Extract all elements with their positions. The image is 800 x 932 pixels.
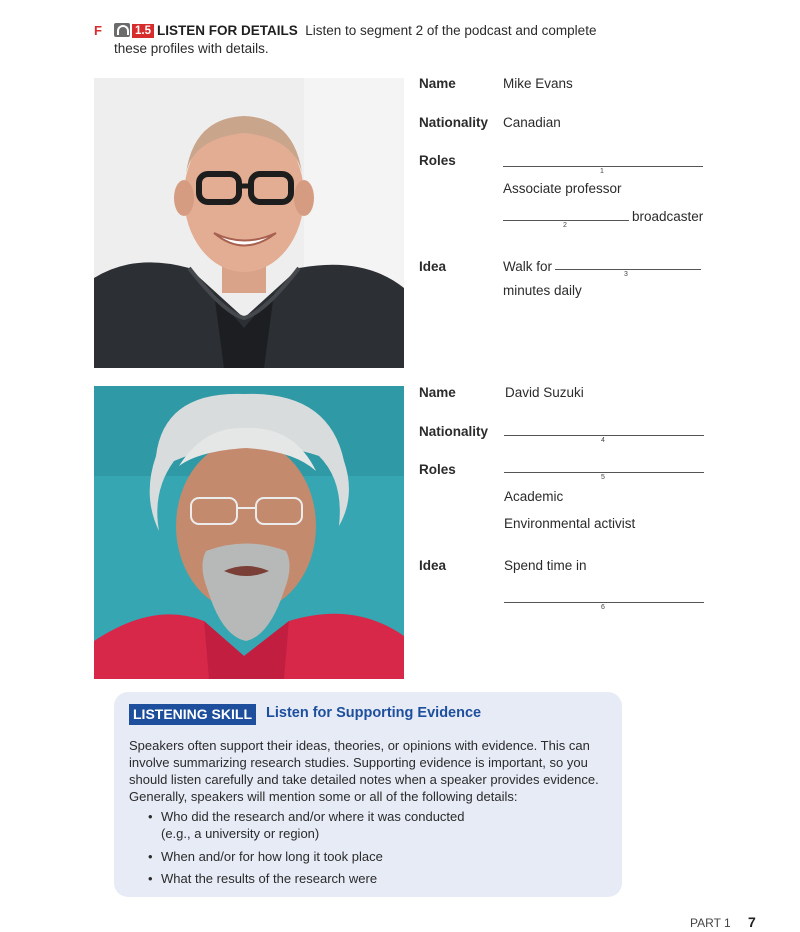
headphones-icon[interactable] — [114, 23, 130, 37]
blank-number-4: 4 — [601, 437, 605, 444]
paragraph-line: involve summarizing research studies. Supporting evidence is important, so you — [129, 755, 588, 770]
answer-blank-3[interactable] — [555, 269, 701, 270]
bullet-icon: • — [148, 809, 153, 824]
blank-number-1: 1 — [600, 168, 604, 175]
profile2-idea-label: Idea — [419, 558, 447, 573]
bullet-text: When and/or for how long it took place — [161, 849, 383, 864]
answer-blank-5[interactable] — [504, 472, 704, 473]
profile2-name-label: Name — [419, 385, 456, 400]
profile1-nationality-label: Nationality — [419, 115, 489, 130]
bullet-text-continued: (e.g., a university or region) — [161, 826, 320, 841]
profile2-role-academic: Academic — [504, 489, 564, 504]
instruction-line-2: these profiles with details. — [114, 41, 269, 56]
david-suzuki-photo — [94, 386, 404, 679]
page-number: 7 — [748, 914, 756, 930]
audio-track-number[interactable]: 1.5 — [132, 24, 154, 38]
bullet-icon: • — [148, 849, 153, 864]
answer-blank-4[interactable] — [504, 435, 704, 436]
listening-skill-tag: LISTENING SKILL — [129, 704, 256, 725]
profile1-roles-label: Roles — [419, 153, 456, 168]
paragraph-line: should listen carefully and take detailed notes when a speaker provides evidence. — [129, 772, 599, 787]
paragraph-line: Speakers often support their ideas, theories, or opinions with evidence. This can — [129, 738, 590, 753]
exercise-letter: F — [94, 23, 102, 38]
answer-blank-2[interactable] — [503, 220, 629, 221]
bullet-icon: • — [148, 871, 153, 886]
listening-skill-paragraph — [129, 737, 614, 805]
bullet-text: Who did the research and/or where it was conducted — [161, 809, 465, 824]
mike-evans-photo — [94, 78, 404, 368]
instruction-line-1 — [114, 22, 596, 39]
profile2-roles-label: Roles — [419, 462, 456, 477]
bullet-text: What the results of the research were — [161, 871, 378, 886]
blank-number-5: 5 — [601, 474, 605, 481]
profile1-idea-prefix: Walk for — [503, 259, 553, 274]
profile1-name-label: Name — [419, 76, 456, 91]
instruction-text: Listen to segment 2 of the podcast and complete — [305, 23, 597, 38]
blank-number-6: 6 — [601, 604, 605, 611]
listening-skill-title: Listen for Supporting Evidence — [266, 705, 482, 721]
listening-skill-box — [114, 692, 622, 897]
profile1-role-associate-professor: Associate professor — [503, 181, 622, 196]
profile1-idea-suffix: minutes daily — [503, 283, 582, 298]
blank-number-2: 2 — [563, 222, 567, 229]
profile1-role-broadcaster: broadcaster — [632, 209, 704, 224]
answer-blank-1[interactable] — [503, 166, 703, 167]
profile2-idea-prefix: Spend time in — [504, 558, 587, 573]
answer-blank-6[interactable] — [504, 602, 704, 603]
profile1-idea-label: Idea — [419, 259, 447, 274]
profile2-nationality-label: Nationality — [419, 424, 489, 439]
profile2-name: David Suzuki — [505, 385, 584, 400]
profile1-nationality: Canadian — [503, 115, 561, 130]
footer-part-label: PART 1 — [690, 916, 731, 930]
blank-number-3: 3 — [624, 271, 628, 278]
exercise-heading: LISTEN FOR DETAILS — [157, 23, 298, 38]
paragraph-line: Generally, speakers will mention some or all of the following details: — [129, 789, 518, 804]
profile1-name: Mike Evans — [503, 76, 573, 91]
profile2-role-environmental-activist: Environmental activist — [504, 516, 636, 531]
